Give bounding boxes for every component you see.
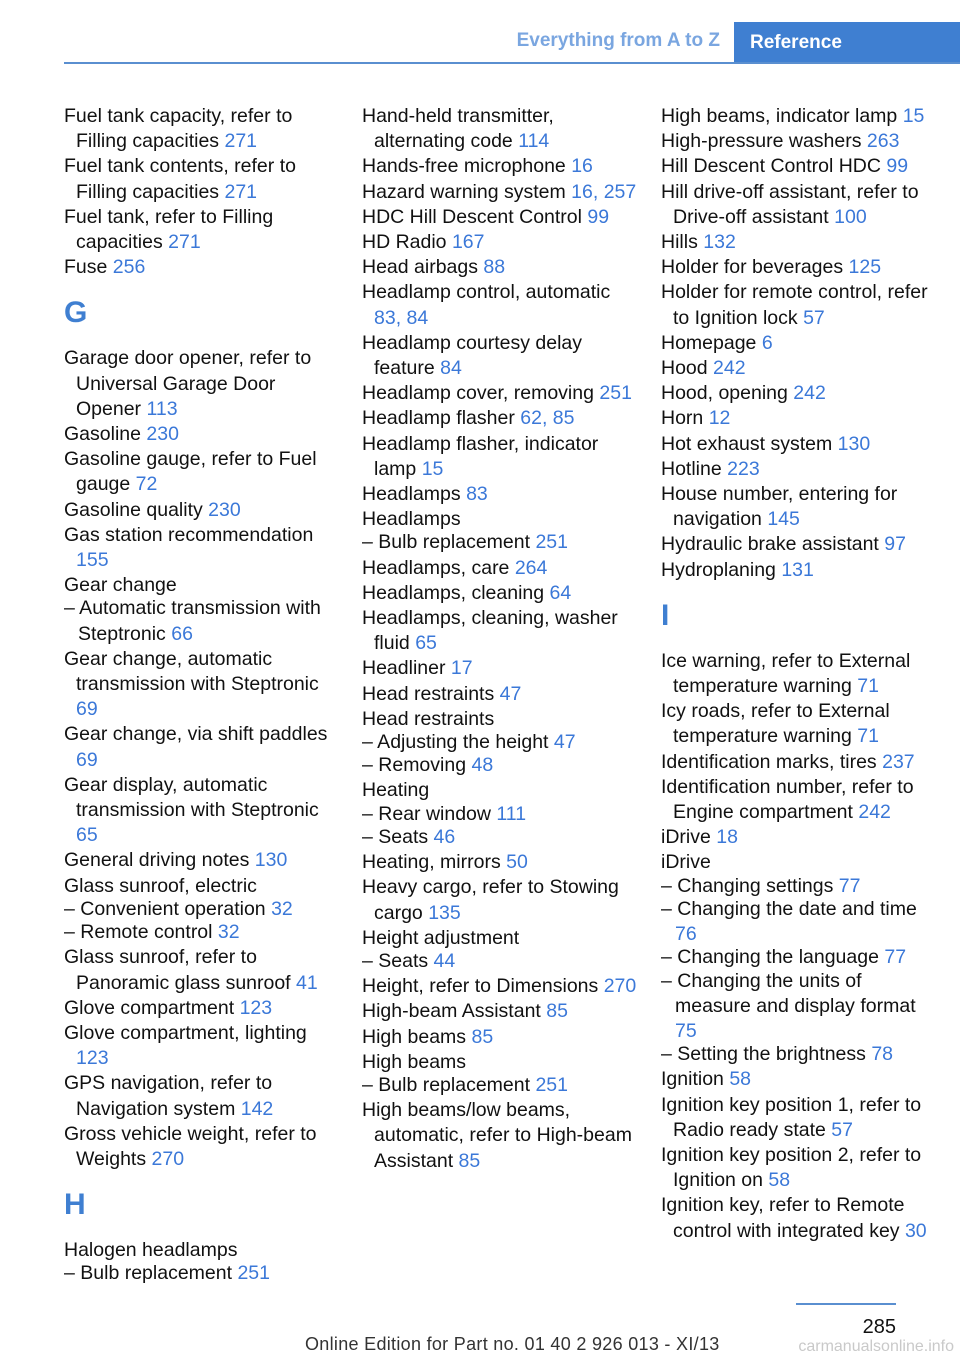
page-reference-link[interactable]: 132: [703, 231, 736, 254]
header-divider: [64, 62, 960, 64]
entry-term: Fuel tank contents, refer to Filling capacities: [64, 155, 296, 203]
page-reference-link[interactable]: 130: [837, 432, 871, 455]
entry-term: HD Radio: [362, 231, 452, 254]
entry-term: Headliner: [362, 657, 451, 680]
entry-term: High beams/low beams, automatic, refer to High-beam Assistant: [362, 1099, 632, 1172]
page-reference-link[interactable]: 271: [224, 130, 258, 153]
entry-term: – Setting the brightness: [661, 1043, 872, 1066]
entry-term: Ignition key, refer to Remote control with integrated key: [661, 1194, 905, 1242]
index-subentry: [64, 920, 344, 945]
entry-term: Height adjustment: [362, 926, 520, 949]
index-entry: [661, 255, 941, 280]
index-entry: [661, 280, 941, 330]
index-entry: [661, 1143, 941, 1193]
index-entry: [661, 775, 941, 825]
entry-term: – Adjusting the height: [362, 731, 554, 754]
index-entry: [362, 255, 642, 280]
index-entry: [661, 649, 941, 699]
page-reference-link[interactable]: 71: [857, 725, 879, 748]
index-entry: [64, 447, 344, 497]
page-reference-link[interactable]: 32: [271, 897, 293, 920]
page-reference-link[interactable]: 48: [471, 754, 494, 777]
page-reference-link[interactable]: 64: [549, 581, 572, 604]
index-subentry: [362, 802, 642, 827]
index-entry: [362, 656, 642, 681]
entry-term: Glove compartment, lighting: [64, 1021, 307, 1044]
entry-term: Heating: [362, 779, 430, 802]
page-reference-link[interactable]: 237: [882, 750, 915, 773]
page-reference-link[interactable]: 83, 84: [374, 306, 429, 329]
page-reference-link[interactable]: 75: [675, 1019, 697, 1042]
entry-term: Hood: [661, 357, 714, 380]
entry-term: Fuse: [64, 256, 113, 279]
entry-term: – Seats: [362, 949, 434, 972]
index-entry: [64, 1071, 344, 1121]
entry-term: Hydroplaning: [661, 558, 782, 581]
page-reference-link[interactable]: 88: [483, 256, 506, 279]
entry-term: Identification number, refer to Engine compartment: [661, 775, 914, 824]
entry-term: GPS navigation, refer to Navigation system: [64, 1072, 273, 1120]
page-reference-link[interactable]: 15: [421, 457, 444, 480]
page-reference-link[interactable]: 6: [761, 331, 773, 354]
index-entry: [64, 945, 344, 995]
entry-term: Ignition key position 1, refer to Radio ready state: [661, 1093, 922, 1141]
page-reference-link[interactable]: 251: [237, 1262, 270, 1285]
entry-term: – Changing the date and time: [661, 897, 917, 920]
entry-term: High beams: [362, 1050, 467, 1073]
index-entry: [661, 1193, 941, 1243]
page-reference-link[interactable]: 12: [708, 407, 731, 430]
entry-term: – Changing the units of measure and display format: [661, 969, 916, 1017]
index-letter-heading: G: [64, 296, 88, 330]
page-reference-link[interactable]: 100: [834, 205, 867, 228]
entry-term: Hot exhaust system: [661, 432, 838, 455]
entry-term: Heavy cargo, refer to Stowing cargo: [362, 876, 619, 924]
index-entry: [64, 996, 344, 1021]
index-entry: [362, 104, 642, 154]
index-entry: [64, 422, 344, 447]
page-reference-link[interactable]: 58: [729, 1068, 752, 1091]
page-reference-link[interactable]: 123: [239, 996, 273, 1019]
index-letter-heading: H: [64, 1188, 86, 1222]
entry-term: Heating, mirrors: [362, 851, 507, 874]
entry-term: Gear change, via shift paddles: [64, 723, 328, 746]
entry-term: Hazard warning system: [362, 180, 572, 203]
entry-term: Gasoline: [64, 423, 147, 446]
page-reference-link[interactable]: 99: [886, 155, 909, 178]
index-subentry: [362, 1073, 642, 1098]
index-subentry: [362, 730, 642, 755]
page-reference-link[interactable]: 84: [440, 357, 462, 380]
entry-term: Halogen headlamps: [64, 1239, 238, 1262]
page-reference-link[interactable]: 230: [146, 423, 179, 446]
entry-term: Garage door opener, refer to Universal Garage Door Opener: [64, 347, 312, 420]
page-reference-link[interactable]: 256: [112, 256, 146, 279]
entry-term: Glass sunroof, refer to Panoramic glass sunroof: [64, 946, 297, 994]
entry-term: Fuel tank, refer to Filling capacities: [64, 205, 274, 254]
index-entry: [362, 154, 642, 179]
entry-term: Headlamp cover, removing: [362, 382, 600, 405]
page-reference-link[interactable]: 99: [587, 205, 610, 228]
index-entry: [661, 381, 941, 406]
entry-term: Headlamps, cleaning, washer fluid: [362, 607, 618, 655]
page-reference-link[interactable]: 71: [857, 675, 879, 698]
page-reference-link[interactable]: 264: [514, 556, 548, 579]
page-reference-link[interactable]: 77: [884, 946, 907, 969]
entry-term: – Bulb replacement: [362, 1073, 536, 1096]
page-reference-link[interactable]: 130: [254, 849, 288, 872]
watermark: carmanualsonline.info: [798, 1338, 954, 1355]
index-entry: [362, 1025, 642, 1050]
page-reference-link[interactable]: 16: [571, 155, 593, 178]
page-reference-link[interactable]: 142: [240, 1097, 274, 1120]
entry-term: Hill drive-off assistant, refer to Drive-off assistant: [661, 180, 919, 228]
index-entry: [64, 773, 344, 849]
index-entry: [362, 230, 642, 255]
index-subentry: [661, 897, 941, 947]
index-entry: [362, 482, 642, 507]
index-subentry: [362, 949, 642, 974]
page-reference-link[interactable]: 251: [535, 531, 568, 554]
entry-term: Hood, opening: [661, 382, 794, 405]
entry-term: – Convenient operation: [64, 897, 272, 920]
page-reference-link[interactable]: 41: [296, 971, 318, 994]
entry-term: Gear display, automatic transmission with Steptronic: [64, 773, 319, 822]
index-entry: [64, 523, 344, 573]
index-subentry: [362, 530, 642, 555]
entry-term: Hotline: [661, 457, 728, 480]
entry-term: High-pressure washers: [661, 130, 867, 153]
entry-term: – Changing settings: [661, 874, 839, 897]
index-subentry: [661, 874, 941, 899]
entry-term: Head restraints: [362, 707, 495, 730]
page-number: 285: [862, 1316, 896, 1338]
page-reference-link[interactable]: 167: [451, 231, 485, 254]
page-reference-link[interactable]: 44: [433, 949, 456, 972]
index-entry: [661, 154, 941, 179]
entry-term: Holder for beverages: [661, 256, 849, 279]
page-reference-link[interactable]: 251: [535, 1073, 568, 1096]
entry-term: Homepage: [661, 331, 762, 354]
index-column-1: [64, 104, 344, 1287]
page-reference-link[interactable]: 47: [499, 682, 522, 705]
page-reference-link[interactable]: 85: [471, 1025, 494, 1048]
page-reference-link[interactable]: 57: [803, 306, 825, 329]
entry-term: – Rear window: [362, 802, 497, 825]
entry-term: Icy roads, refer to External temperature warning: [661, 700, 890, 748]
entry-term: Ignition: [661, 1068, 730, 1091]
entry-term: Hands-free microphone: [362, 155, 572, 178]
entry-term: – Bulb replacement: [64, 1262, 238, 1285]
index-subentry: [64, 897, 344, 922]
index-entry: [362, 280, 642, 330]
index-entry: [64, 498, 344, 523]
index-entry: [64, 1122, 344, 1172]
index-subentry: [64, 596, 344, 646]
page-reference-link[interactable]: 125: [848, 256, 882, 279]
index-entry: [362, 926, 642, 951]
index-subentry: [64, 1261, 344, 1286]
page-reference-link[interactable]: 135: [428, 901, 461, 924]
page-reference-link[interactable]: 145: [767, 508, 800, 531]
entry-term: Head airbags: [362, 256, 484, 279]
page-reference-link[interactable]: 57: [831, 1118, 853, 1141]
entry-term: General driving notes: [64, 849, 255, 872]
section-title: Everything from A to Z: [516, 30, 720, 51]
page-reference-link[interactable]: 114: [518, 130, 550, 153]
entry-term: Headlamp flasher: [362, 407, 521, 430]
entry-term: – Remote control: [64, 921, 218, 944]
index-entry: [661, 331, 941, 356]
index-entry: [362, 180, 642, 205]
entry-term: Headlamps: [362, 483, 467, 506]
page-reference-link[interactable]: 50: [506, 851, 528, 874]
entry-term: HDC Hill Descent Control: [362, 205, 588, 228]
page-reference-link[interactable]: 58: [768, 1169, 791, 1192]
index-entry: [661, 356, 941, 381]
page-reference-link[interactable]: 242: [713, 357, 746, 380]
index-entry: [661, 482, 941, 532]
page-reference-link[interactable]: 97: [884, 533, 906, 556]
page-reference-link[interactable]: 62, 85: [520, 407, 575, 430]
index-entry: [362, 432, 642, 482]
entry-term: Hand-held transmitter, alternating code: [362, 105, 554, 153]
entry-term: Gas station recommendation: [64, 523, 314, 546]
index-subentry: [661, 1042, 941, 1067]
page-reference-link[interactable]: 111: [496, 802, 527, 825]
index-entry: [362, 850, 642, 875]
index-entry: [64, 1021, 344, 1071]
index-entry: [362, 999, 642, 1024]
page-reference-link[interactable]: 270: [151, 1147, 185, 1170]
entry-term: Headlamps, care: [362, 556, 515, 579]
index-entry: [362, 682, 642, 707]
entry-term: Fuel tank capacity, refer to Filling capacities: [64, 105, 293, 153]
entry-term: Identification marks, tires: [661, 750, 883, 773]
reference-tab[interactable]: Reference: [734, 22, 960, 62]
page-reference-link[interactable]: 123: [76, 1047, 109, 1070]
page-reference-link[interactable]: 76: [675, 923, 697, 946]
entry-term: Headlamp courtesy delay feature: [362, 331, 583, 380]
entry-term: iDrive: [661, 826, 717, 849]
entry-term: High-beam Assistant: [362, 1000, 547, 1023]
entry-term: Ice warning, refer to External temperature warning: [661, 649, 911, 698]
page-reference-link[interactable]: 263: [866, 130, 900, 153]
entry-term: Gear change: [64, 574, 177, 597]
page-reference-link[interactable]: 65: [415, 632, 437, 655]
page-reference-link[interactable]: 223: [727, 457, 760, 480]
page-reference-link[interactable]: 271: [168, 231, 201, 254]
entry-term: Hydraulic brake assistant: [661, 533, 885, 556]
index-entry: [64, 874, 344, 899]
page-reference-link[interactable]: 66: [171, 622, 193, 645]
index-entry: [362, 406, 642, 431]
index-entry: [64, 154, 344, 204]
entry-term: Glass sunroof, electric: [64, 874, 257, 897]
entry-term: House number, entering for navigation: [661, 483, 898, 531]
page-reference-link[interactable]: 69: [76, 698, 98, 721]
page-reference-link[interactable]: 271: [224, 180, 258, 203]
page-reference-link[interactable]: 18: [716, 826, 738, 849]
index-entry: [64, 205, 344, 255]
index-entry: [661, 1093, 941, 1143]
entry-term: – Removing: [362, 754, 472, 777]
index-entry: [661, 850, 941, 875]
entry-term: Gasoline gauge, refer to Fuel gauge: [64, 448, 317, 496]
entry-term: Gasoline quality: [64, 498, 209, 521]
entry-term: – Seats: [362, 825, 434, 848]
entry-term: Headlamp control, automatic: [362, 281, 611, 304]
page-reference-link[interactable]: 83: [466, 483, 488, 506]
index-subentry: [661, 945, 941, 970]
index-entry: [64, 722, 344, 772]
page-reference-link[interactable]: 242: [793, 382, 826, 405]
page-reference-link[interactable]: 30: [904, 1219, 927, 1242]
index-entry: [661, 230, 941, 255]
index-entry: [64, 848, 344, 873]
entry-term: Hills: [661, 231, 704, 254]
index-entry: [661, 180, 941, 230]
page-reference-link[interactable]: 85: [546, 1000, 568, 1023]
edition-note: Online Edition for Part no. 01 40 2 926 013 - XI/13: [305, 1334, 720, 1354]
page-reference-link[interactable]: 131: [781, 558, 814, 581]
index-column-3: [661, 104, 941, 1244]
index-entry: [64, 104, 344, 154]
entry-term: Gross vehicle weight, refer to Weights: [64, 1122, 317, 1170]
page-reference-link[interactable]: 270: [603, 975, 637, 998]
index-entry: [661, 406, 941, 431]
page-reference-link[interactable]: 77: [838, 874, 861, 897]
index-entry: [362, 556, 642, 581]
page-reference-link[interactable]: 15: [902, 105, 925, 127]
index-entry: [362, 974, 642, 999]
entry-term: High beams: [362, 1025, 472, 1048]
index-subentry: [362, 825, 642, 850]
entry-term: Glove compartment: [64, 996, 240, 1019]
page-reference-link[interactable]: 46: [433, 825, 456, 848]
entry-term: Ignition key position 2, refer to Ignition on: [661, 1143, 922, 1192]
entry-term: – Bulb replacement: [362, 531, 536, 554]
entry-term: Headlamps, cleaning: [362, 581, 550, 604]
page-reference-link[interactable]: 47: [553, 731, 576, 754]
index-entry: [661, 825, 941, 850]
index-entry: [362, 331, 642, 381]
page-reference-link[interactable]: 251: [599, 382, 632, 405]
index-entry: [362, 1098, 642, 1174]
page-reference-link[interactable]: 242: [858, 801, 891, 824]
page-reference-link[interactable]: 78: [871, 1043, 894, 1066]
index-entry: [64, 573, 344, 598]
index-letter-heading: I: [661, 598, 670, 632]
index-entry: [64, 1238, 344, 1263]
index-entry: [661, 532, 941, 557]
page-reference-link[interactable]: 65: [76, 824, 98, 847]
page-reference-link[interactable]: 113: [146, 397, 178, 420]
index-entry: [661, 104, 941, 129]
page-reference-link[interactable]: 16, 257: [571, 180, 637, 203]
entry-term: Gear change, automatic transmission with Steptronic: [64, 647, 319, 696]
entry-term: Hill Descent Control HDC: [661, 155, 887, 178]
index-entry: [661, 558, 941, 583]
index-entry: [64, 255, 344, 280]
index-entry: [661, 457, 941, 482]
entry-term: – Changing the language: [661, 946, 885, 969]
entry-term: iDrive: [661, 851, 711, 874]
index-entry: [661, 432, 941, 457]
entry-term: Head restraints: [362, 682, 500, 705]
index-entry: [362, 381, 642, 406]
page-reference-link[interactable]: 32: [217, 921, 240, 944]
footer-divider: [796, 1303, 896, 1305]
index-entry: [661, 699, 941, 749]
entry-term: Height, refer to Dimensions: [362, 975, 604, 998]
index-entry: [362, 205, 642, 230]
index-entry: [362, 507, 642, 532]
entry-term: High beams, indicator lamp: [661, 105, 903, 127]
page-reference-link[interactable]: 230: [208, 498, 241, 521]
index-column-2: [362, 104, 642, 1174]
entry-term: Headlamp flasher, indicator lamp: [362, 432, 599, 480]
index-entry: [362, 778, 642, 803]
page-reference-link[interactable]: 155: [76, 549, 109, 572]
index-entry: [362, 581, 642, 606]
index-entry: [661, 750, 941, 775]
index-entry: [661, 129, 941, 154]
index-entry: [362, 606, 642, 656]
page-reference-link[interactable]: 85: [458, 1149, 481, 1172]
index-entry: [64, 346, 344, 422]
page-reference-link[interactable]: 17: [450, 657, 473, 680]
entry-term: Holder for remote control, refer to Ignition lock: [661, 281, 928, 329]
index-entry: [362, 875, 642, 925]
entry-term: – Automatic transmission with Steptronic: [64, 597, 321, 645]
index-entry: [661, 1067, 941, 1092]
index-subentry: [661, 969, 941, 1045]
index-entry: [362, 1050, 642, 1075]
index-entry: [362, 707, 642, 732]
page-reference-link[interactable]: 69: [76, 748, 98, 771]
page-reference-link[interactable]: 72: [135, 473, 158, 496]
entry-term: Headlamps: [362, 508, 461, 531]
index-subentry: [362, 753, 642, 778]
index-entry: [64, 647, 344, 723]
entry-term: Horn: [661, 407, 709, 430]
